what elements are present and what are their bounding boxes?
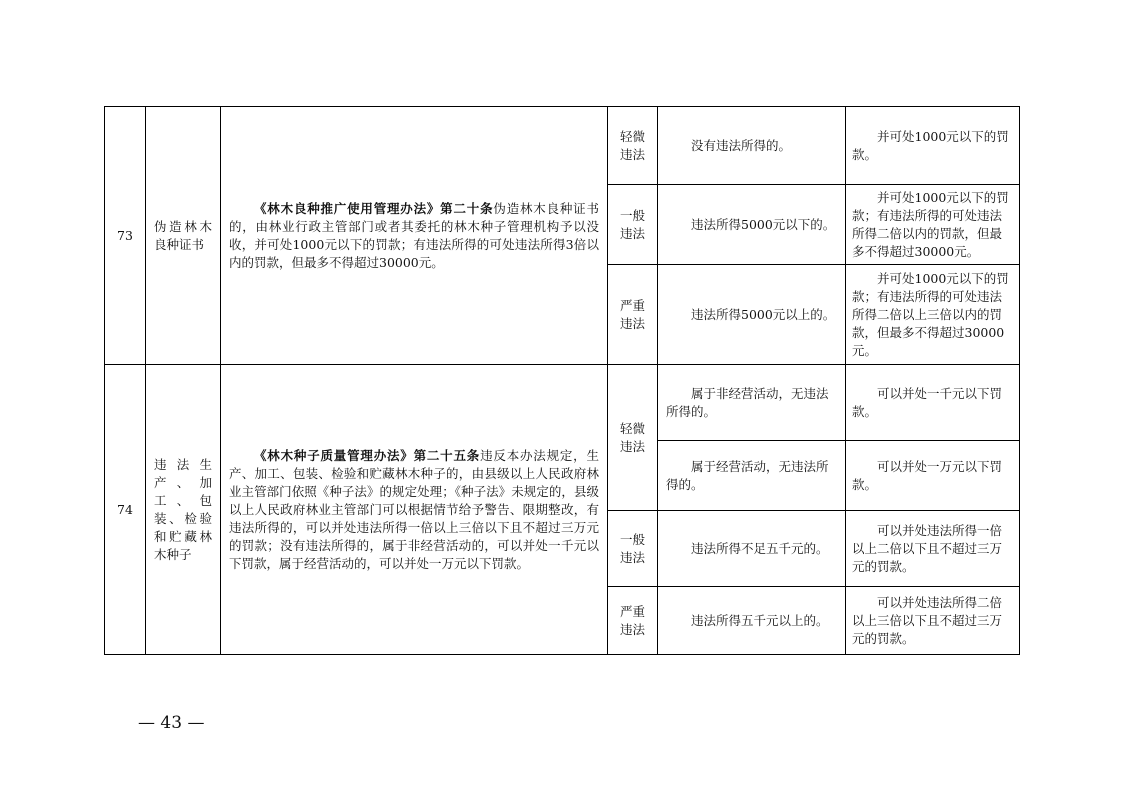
- violation-condition: 属于非经营活动，无违法所得的。: [658, 365, 846, 441]
- penalty-standard: 并可处1000元以下的罚款。: [846, 107, 1020, 185]
- penalty-standard: 可以并处违法所得一倍以上二倍以下且不超过三万元的罚款。: [846, 511, 1020, 587]
- violation-condition: 违法所得五千元以上的。: [658, 587, 846, 655]
- page-number: — 43 —: [138, 713, 205, 733]
- violation-condition: 违法所得5000元以下的。: [658, 185, 846, 265]
- penalty-standard: 并可处1000元以下的罚款；有违法所得的可处违法所得二倍以上三倍以内的罚款，但最多不得超过30000元。: [846, 265, 1020, 365]
- legal-basis: [221, 365, 608, 655]
- table-row: [105, 365, 1020, 441]
- violation-condition: 违法所得5000元以上的。: [658, 265, 846, 365]
- violation-item: 违法生产、加工、包装、检验和贮藏林木种子: [146, 365, 221, 655]
- penalty-standard: 可以并处一万元以下罚款。: [846, 441, 1020, 511]
- violation-item: 伪造林木良种证书: [146, 107, 221, 365]
- violation-level: 严重 违法: [608, 265, 658, 365]
- penalty-standard: 可以并处一千元以下罚款。: [846, 365, 1020, 441]
- violation-level: 一般 违法: [608, 185, 658, 265]
- penalty-standard: 并可处1000元以下的罚款；有违法所得的可处违法所得二倍以内的罚款，但最多不得超过30000元。: [846, 185, 1020, 265]
- legal-basis-text: 伪造林木良种证书的，由林业行政主管部门或者其委托的林木种子管理机构予以没收，并可处1000元以下的罚款；有违法所得的可处违法所得3倍以内的罚款，但最多不得超过30000元。: [229, 200, 599, 270]
- legal-basis: [221, 107, 608, 365]
- violation-condition: 没有违法所得的。: [658, 107, 846, 185]
- violation-level: 一般 违法: [608, 511, 658, 587]
- violation-condition: 违法所得不足五千元的。: [658, 511, 846, 587]
- table-row: [105, 107, 1020, 185]
- penalty-standard: 可以并处违法所得二倍以上三倍以下且不超过三万元的罚款。: [846, 587, 1020, 655]
- row-number: 74: [105, 365, 146, 655]
- legal-basis-text: 违反本办法规定，生产、加工、包装、检验和贮藏林木种子的，由县级以上人民政府林业主管部门依照《种子法》的规定处理；《种子法》未规定的，县级以上人民政府林业主管部门可以根据情节给予警告、限期整改，有违法所得的，可以并处违法所得一倍以上三倍以下且不超过三万元的罚款；没有违法所得的，属于非经营活动的，可以并处一千元以下罚款，属于经营活动的，可以并处一万元以下罚款。: [229, 447, 599, 571]
- legal-basis-title: 《林木种子质量管理办法》第二十五条: [254, 447, 481, 463]
- violation-condition: 属于经营活动，无违法所得的。: [658, 441, 846, 511]
- legal-basis-title: 《林木良种推广使用管理办法》第二十条: [254, 200, 494, 216]
- violation-level: 轻微 违法: [608, 365, 658, 511]
- violation-level: 严重 违法: [608, 587, 658, 655]
- penalty-table: [104, 106, 1020, 655]
- violation-level: 轻微 违法: [608, 107, 658, 185]
- row-number: 73: [105, 107, 146, 365]
